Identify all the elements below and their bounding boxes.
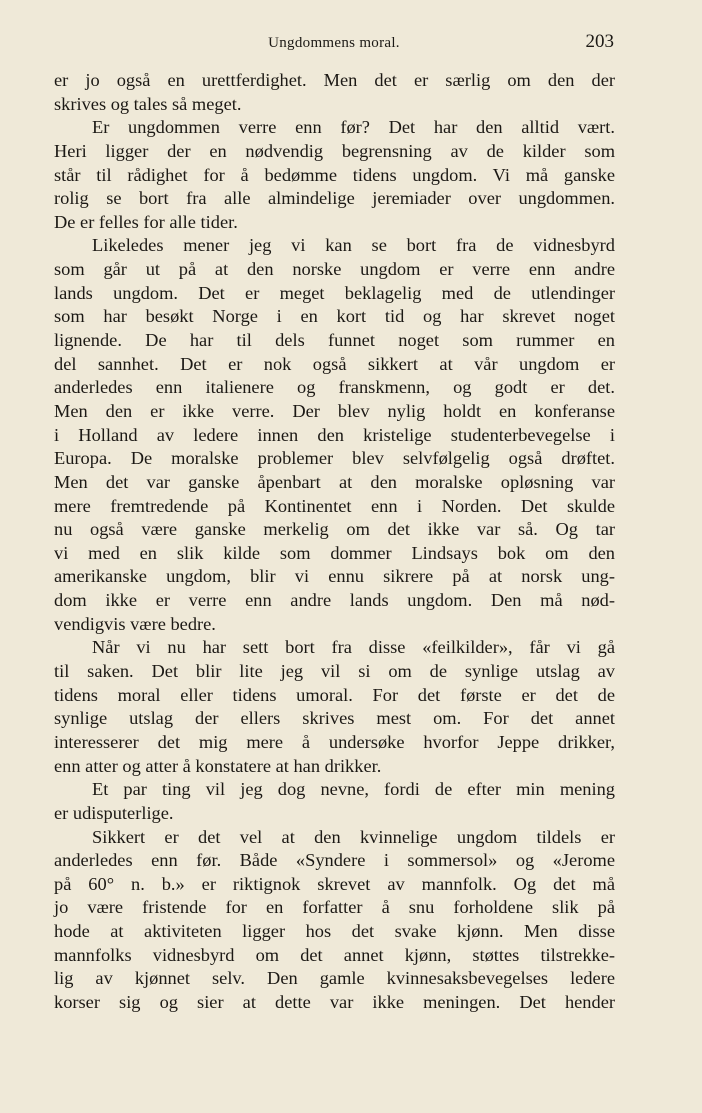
text-line: Likeledes mener jeg vi kan se bort fra de vidnesbyrd (92, 235, 615, 256)
text-line: lignende. De har til dels funnet noget som rummer en (54, 330, 615, 351)
text-line: mannfolks vidnesbyrd om det annet kjønn, støttes tilstrekke- (54, 944, 615, 965)
text-line: hode at aktiviteten ligger hos det svake kjønn. Men disse (54, 921, 615, 942)
text-line: Europa. De moralske problemer blev selvfølgelig også drøftet. (54, 448, 615, 469)
text-line: som har besøkt Norge i en kort tid og har skrevet noget (54, 306, 615, 327)
text-line: i Holland av ledere innen den kristelige studenterbevegelse i (54, 424, 615, 445)
text-line: Et par ting vil jeg dog nevne, fordi de efter min mening (92, 779, 615, 800)
text-line: vendigvis være bedre. (54, 613, 216, 634)
text-line: Er ungdommen verre enn før? Det har den alltid vært. (92, 117, 615, 138)
running-head (54, 33, 614, 55)
text-line: på 60° n. b.» er riktignok skrevet av mannfolk. Og det må (54, 873, 615, 894)
text-line: jo være fristende for en forfatter å snu forholdene slik på (54, 897, 615, 918)
text-line: Men det var ganske åpenbart at den moralske opløsning var (54, 471, 615, 492)
text-line: Men den er ikke verre. Der blev nylig holdt en konferanse (54, 400, 615, 421)
text-line: skrives og tales så meget. (54, 93, 242, 114)
text-line: står til rådighet for å bedømme tidens ungdom. Vi må ganske (54, 164, 615, 185)
text-line: anderledes enn italienere og franskmenn, og godt er det. (54, 377, 615, 398)
text-line: Når vi nu har sett bort fra disse «feilkilder», får vi gå (92, 637, 615, 658)
text-line: dom ikke er verre enn andre lands ungdom. Den må nød- (54, 590, 615, 611)
text-line: del sannhet. Det er nok også sikkert at vår ungdom er (54, 353, 615, 374)
running-title: Ungdommens moral. (268, 35, 400, 51)
text-line: til saken. Det blir lite jeg vil si om de synlige utslag av (54, 661, 615, 682)
text-line: Sikkert er det vel at den kvinnelige ungdom tildels er (92, 826, 615, 847)
text-line: korser sig og sier at dette var ikke meningen. Det hender (54, 991, 615, 1012)
text-line: interesserer det mig mere å undersøke hvorfor Jeppe drikker, (54, 731, 615, 752)
text-line: er jo også en urettferdighet. Men det er særlig om den der (54, 70, 615, 90)
text-line: synlige utslag der ellers skrives mest om. For det annet (54, 708, 615, 729)
text-line: rolig se bort fra alle almindelige jeremiader over ungdommen. (54, 188, 615, 209)
text-line: som går ut på at den norske ungdom er verre enn andre (54, 259, 615, 280)
text-line: Heri ligger der en nødvendig begrensning av de kilder som (54, 140, 615, 161)
text-line: enn atter og atter å konstatere at han drikker. (54, 755, 382, 776)
text-line: nu også være ganske merkelig om det ikke var så. Og tar (54, 519, 615, 540)
text-line: vi med en slik kilde som dommer Lindsays bok om den (54, 542, 615, 563)
text-line: anderledes enn før. Både «Syndere i sommersol» og «Jerome (54, 850, 615, 871)
text-line: tidens moral eller tidens umoral. For det første er det de (54, 684, 615, 705)
text-line: lig av kjønnet selv. Den gamle kvinnesaksbevegelses ledere (54, 968, 615, 989)
text-line: lands ungdom. Det er meget beklagelig med de utlendinger (54, 282, 615, 303)
body-text (54, 69, 615, 1015)
text-line: De er felles for alle tider. (54, 211, 238, 232)
text-line: mere fremtredende på Kontinentet enn i Norden. Det skulde (54, 495, 615, 516)
page-number: 203 (585, 31, 614, 52)
text-line: amerikanske ungdom, blir vi ennu sikrere på at norsk ung- (54, 566, 615, 587)
text-line: er udisputerlige. (54, 802, 174, 823)
